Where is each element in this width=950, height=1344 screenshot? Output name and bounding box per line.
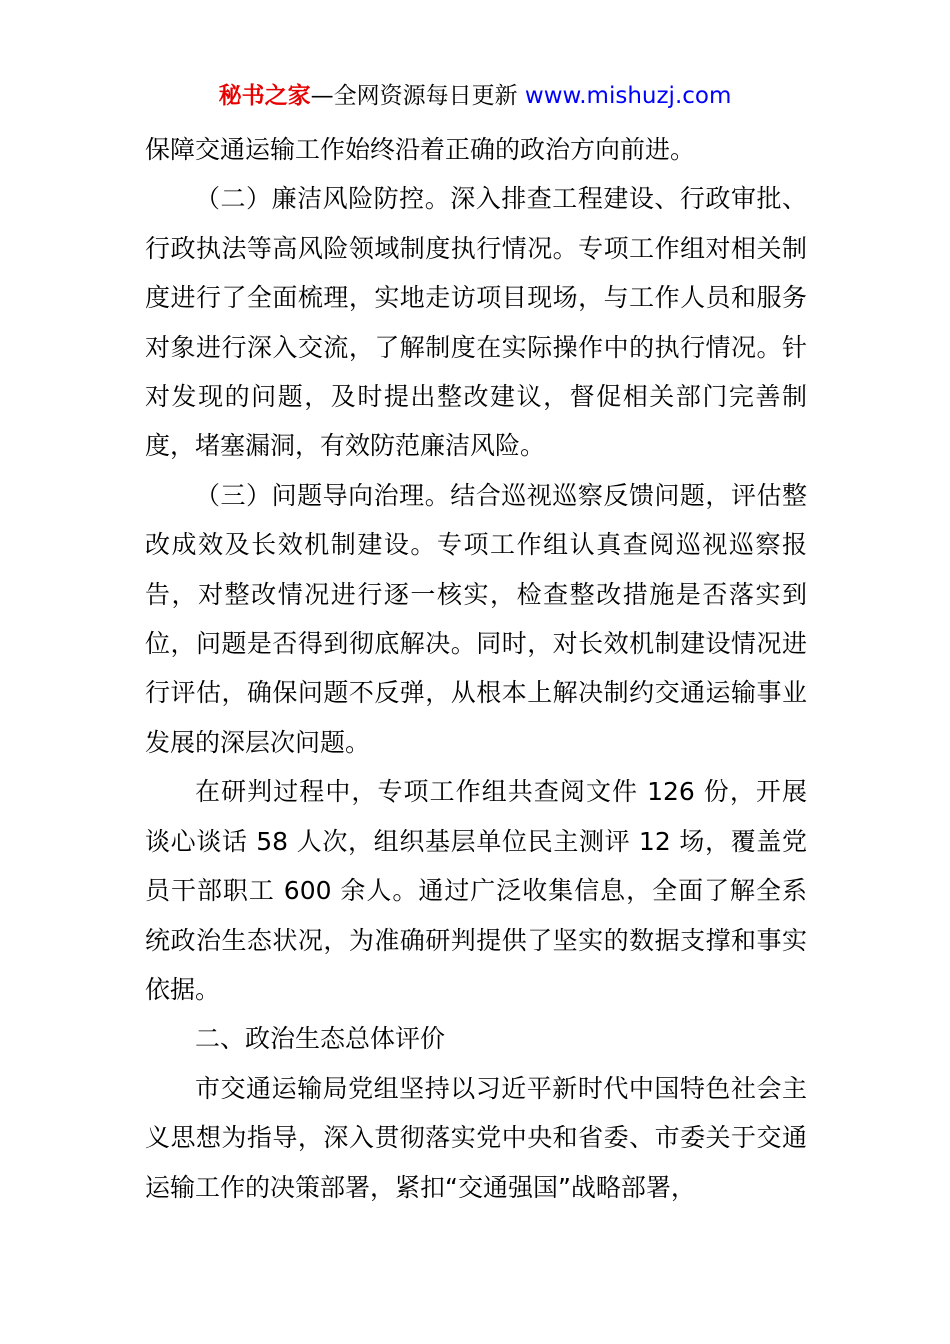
document-body bbox=[145, 125, 807, 1212]
paragraph-research-statistics: 在研判过程中，专项工作组共查阅文件 126 份，开展谈心谈话 58 人次，组织基层单位民主测评 12 场，覆盖党员干部职工 600 余人。通过广泛收集信息，全面了解全系统政治生态状况，为准确研判提供了坚实的数据支撑和事实依据。 bbox=[145, 777, 807, 1004]
paragraph-integrity-risk-control: （二）廉洁风险防控。深入排查工程建设、行政审批、行政执法等高风险领域制度执行情况。专项工作组对相关制度进行了全面梳理，实地走访项目现场，与工作人员和服务对象进行深入交流，了解制度在实际操作中的执行情况。针对发现的问题，及时提出整改建议，督促相关部门完善制度，堵塞漏洞，有效防范廉洁风险。 bbox=[145, 184, 807, 461]
header-url-link[interactable]: www.mishuzj.com bbox=[524, 83, 732, 109]
header-tagline: —全网资源每日更新 bbox=[310, 83, 525, 109]
paragraph-party-group-guidance: 市交通运输局党组坚持以习近平新时代中国特色社会主义思想为指导，深入贯彻落实党中央和省委、市委关于交通运输工作的决策部署，紧扣“交通强国”战略部署， bbox=[145, 1073, 807, 1202]
paragraph-continuation: 保障交通运输工作始终沿着正确的政治方向前进。 bbox=[145, 135, 696, 164]
section-heading-overall-evaluation: 二、政治生态总体评价 bbox=[195, 1024, 446, 1054]
paragraph-problem-oriented-governance: （三）问题导向治理。结合巡视巡察反馈问题，评估整改成效及长效机制建设。专项工作组认真查阅巡视巡察报告，对整改情况进行逐一核实，检查整改措施是否落实到位，问题是否得到彻底解决。同时，对长效机制建设情况进行评估，确保问题不反弹，从根本上解决制约交通运输事业发展的深层次问题。 bbox=[145, 480, 807, 757]
brand-name: 秘书之家 bbox=[218, 83, 311, 109]
page-header bbox=[0, 80, 950, 112]
